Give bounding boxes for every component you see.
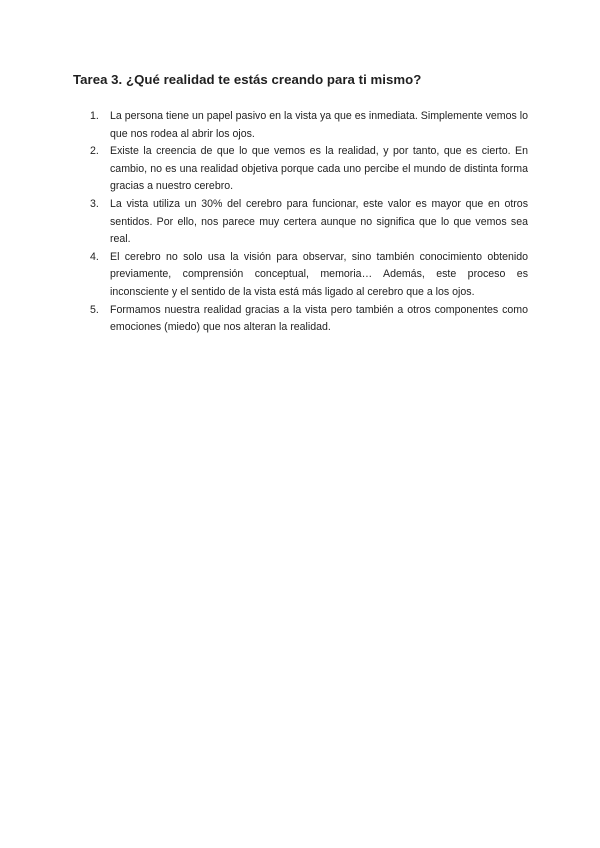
numbered-list xyxy=(90,108,528,337)
document-title: Tarea 3. ¿Qué realidad te estás creando para ti mismo? xyxy=(73,72,422,87)
list-item xyxy=(90,196,528,249)
list-item-text: La vista utiliza un 30% del cerebro para funcionar, este valor es mayor que en otros sentidos. Por ello, nos parece muy certera aunque no significa que lo que vemos sea real. xyxy=(110,197,528,246)
list-item-number: 3. xyxy=(90,197,99,210)
list-item xyxy=(90,108,528,143)
list-item-number: 4. xyxy=(90,250,99,263)
list-item xyxy=(90,302,528,337)
list-item xyxy=(90,249,528,302)
list-item-text: Existe la creencia de que lo que vemos es la realidad, y por tanto, que es cierto. En cambio, no es una realidad objetiva porque cada uno percibe el mundo de distinta forma gracias a nuestro cerebro. xyxy=(110,145,528,193)
list-item-number: 5. xyxy=(90,303,99,316)
list-item-number: 1. xyxy=(90,110,99,122)
list-item-text: Formamos nuestra realidad gracias a la vista pero también a otros componentes como emociones (miedo) que nos alteran la realidad. xyxy=(110,303,528,334)
list-item-text: El cerebro no solo usa la visión para observar, sino también conocimiento obtenido previamente, comprensión conceptual, memoria… Además, este proceso es inconsciente y el sentido de la vista está más ligado al cerebro que a los ojos. xyxy=(110,250,528,298)
list-item xyxy=(90,143,528,196)
list-item-number: 2. xyxy=(90,145,99,158)
list-item-text: La persona tiene un papel pasivo en la vista ya que es inmediata. Simplemente vemos lo que nos rodea al abrir los ojos. xyxy=(110,110,528,140)
